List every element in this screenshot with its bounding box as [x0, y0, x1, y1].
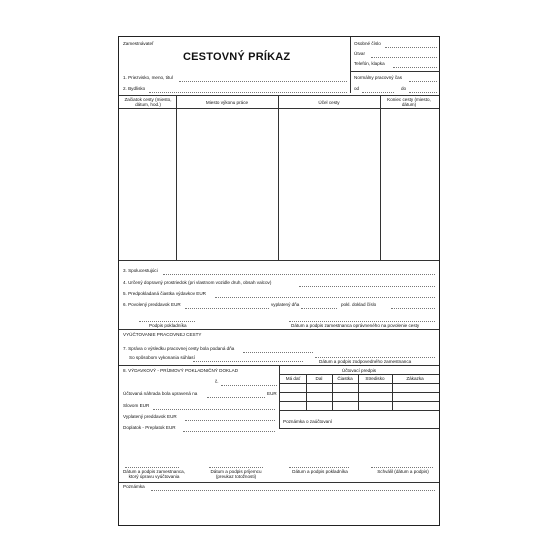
account-col-amount: Čiastka — [337, 376, 353, 381]
trip-purpose-header: Účel cesty — [318, 100, 340, 105]
responsible-signature-label: Dátum a podpis zodpovedného zamestnanca — [319, 359, 412, 364]
settled-amount-label: Účtovaná náhrada bola upravená na — [123, 391, 198, 396]
sig-recipient: Dátum a podpis príjemcu (preukaz totožnosti) — [210, 469, 262, 479]
report-submitted-label: 7. Správa o výsledku pracovnej cesty bola podaná dňa — [123, 346, 235, 351]
sig-approved: Schválil (dátum a podpis) — [377, 469, 429, 474]
hours-from-label: od — [354, 86, 360, 91]
header-divider — [350, 37, 351, 93]
approved-label: So spôsobom vykonania súhlasí — [129, 355, 195, 360]
note-label: Poznámka — [123, 484, 145, 489]
advance-label: 6. Povolený preddavok EUR — [123, 302, 181, 307]
cash-document-heading: 8. VÝDAVKOVÝ - PRÍJMOVÝ POKLADNIČNÝ DOKLAD — [123, 368, 239, 373]
cashier-signature-label: Podpis pokladníka — [149, 323, 187, 328]
employee-signature-label: Dátum a podpis zamestnanca oprávneného na povolenie cesty — [291, 323, 420, 328]
name-label: 1. Priezvisko, meno, titul — [123, 75, 173, 80]
account-col-credit: Dal — [315, 376, 323, 381]
surcharge-label: Doplatok - Preplatok EUR — [123, 425, 176, 430]
department-label: Útvar — [354, 51, 365, 56]
account-col-debit: Má dať — [285, 376, 301, 381]
cash-doc-label: pokl. doklad číslo — [341, 302, 377, 307]
settlement-notes-label: Poznámka o zaúčtovaní — [283, 419, 333, 424]
settled-eur-label: EUR — [267, 391, 277, 396]
accounting-heading: Účtovací predpis — [341, 368, 377, 373]
trip-end-header: Koniec cesty (miesto, dátum) — [387, 97, 431, 107]
travel-order-form — [118, 36, 440, 526]
advance-paid-label: Vyplatený preddavok EUR — [123, 414, 177, 419]
account-col-order: Zákazka — [406, 376, 424, 381]
fellow-travelers-label: 3. Spolucestujúci — [123, 268, 158, 273]
work-place-header: Miesto výkonu práce — [205, 100, 249, 105]
form-title: CESTOVNÝ PRÍKAZ — [183, 51, 291, 63]
transport-label: 4. Určený dopravný prostriedok (pri vlastnom vozidle druh, obsah valcov) — [123, 280, 272, 285]
trip-start-header: Začiatok cesty (miesto, dátum, hod.) — [124, 97, 172, 107]
amount-in-words-label: Slovom EUR — [123, 403, 150, 408]
expected-expenses-label: 5. Predpokladaná čiastka výdavkov EUR — [123, 291, 206, 296]
employer-label: Zamestnávateľ — [123, 41, 154, 46]
sig-cashier: Dátum a podpis pokladníka — [292, 469, 348, 474]
hours-to-label: do — [401, 86, 407, 91]
sig-settlement-employee: Dátum a podpis zamestnanca, ktorý úpravu vyúčtovania — [122, 469, 186, 479]
account-col-center: Stredisko — [365, 376, 385, 381]
cash-document-number-label: č. — [215, 379, 219, 384]
personal-number-label: Osobné číslo — [354, 41, 381, 46]
billing-heading: VYÚČTOVANIE PRACOVNEJ CESTY — [123, 332, 202, 337]
paid-on-label: vyplatený dňa — [271, 302, 300, 307]
working-hours-label: Normálny pracovný čas — [354, 75, 402, 80]
address-label: 2. Bydlisko — [123, 86, 146, 91]
phone-label: Telefón, klapka — [354, 61, 385, 66]
